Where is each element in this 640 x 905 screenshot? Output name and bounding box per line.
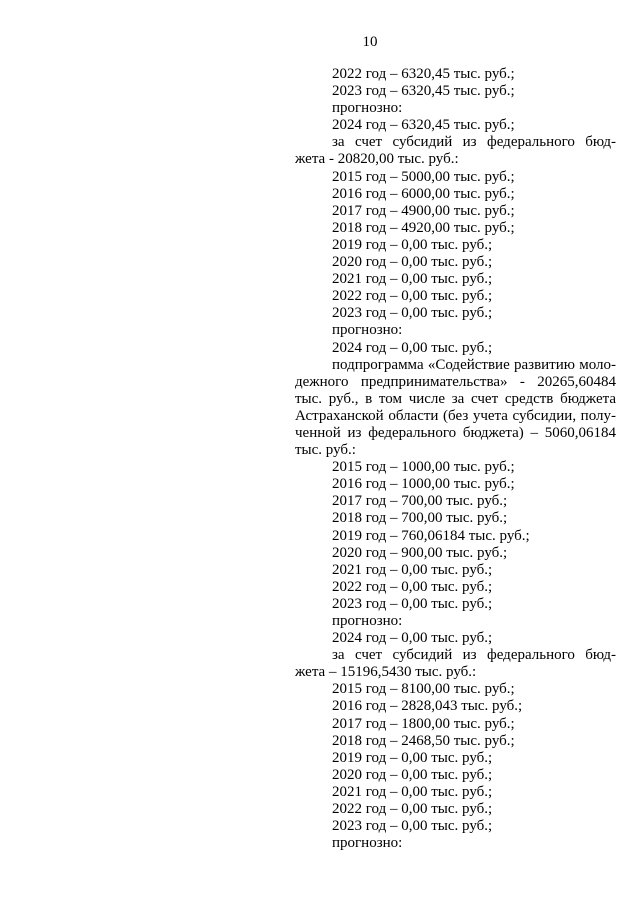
text-line: 2022 год – 0,00 тыс. руб.; xyxy=(332,578,493,595)
text-line: 2021 год – 0,00 тыс. руб.; xyxy=(332,271,493,288)
text-line: 2018 год – 700,00 тыс. руб.; xyxy=(332,510,508,527)
text-line: жета – 15196,5430 тыс. руб.: xyxy=(295,664,477,681)
text-line: 2018 год – 4920,00 тыс. руб.; xyxy=(332,219,515,236)
text-line: 2019 год – 760,06184 тыс. руб.; xyxy=(332,527,530,544)
text-line: 2020 год – 900,00 тыс. руб.; xyxy=(332,544,508,561)
text-line: за счет субсидий из федерального бюд- xyxy=(332,134,616,151)
text-line: 2020 год – 0,00 тыс. руб.; xyxy=(332,766,493,783)
text-line: 2023 год – 0,00 тыс. руб.; xyxy=(332,818,493,835)
text-line: 2019 год – 0,00 тыс. руб.; xyxy=(332,236,493,253)
text-line: 2017 год – 4900,00 тыс. руб.; xyxy=(332,202,515,219)
page-number: 10 xyxy=(362,34,378,50)
text-line: 2021 год – 0,00 тыс. руб.; xyxy=(332,783,493,800)
text-line: прогнозно: xyxy=(332,100,403,117)
text-line: 2015 год – 5000,00 тыс. руб.; xyxy=(332,168,515,185)
text-line: ченной из федерального бюджета) – 5060,06184 xyxy=(295,424,616,441)
text-line: 2021 год – 0,00 тыс. руб.; xyxy=(332,561,493,578)
text-line: тыс. руб., в том числе за счет средств бюджета xyxy=(295,390,616,407)
text-line: 2015 год – 8100,00 тыс. руб.; xyxy=(332,681,515,698)
text-line: 2024 год – 0,00 тыс. руб.; xyxy=(332,630,493,647)
text-line: 2016 год – 1000,00 тыс. руб.; xyxy=(332,476,515,493)
text-line: подпрограмма «Содействие развитию моло- xyxy=(332,356,616,373)
text-line: прогнозно: xyxy=(332,835,403,852)
text-line: прогнозно: xyxy=(332,322,403,339)
document-body xyxy=(295,66,616,852)
text-line: прогнозно: xyxy=(332,613,403,629)
text-line: 2024 год – 6320,45 тыс. руб.; xyxy=(332,117,515,134)
text-line: 2020 год – 0,00 тыс. руб.; xyxy=(332,254,493,271)
text-line: дежного предпринимательства» - 20265,60484 xyxy=(295,373,616,390)
text-line: 2022 год – 0,00 тыс. руб.; xyxy=(332,801,493,818)
text-line: 2022 год – 0,00 тыс. руб.; xyxy=(332,288,493,305)
text-line: 2019 год – 0,00 тыс. руб.; xyxy=(332,749,493,766)
text-line: 2016 год – 6000,00 тыс. руб.; xyxy=(332,185,515,202)
text-line: 2023 год – 0,00 тыс. руб.; xyxy=(332,595,493,612)
text-line: жета - 20820,00 тыс. руб.: xyxy=(295,151,459,168)
text-line: 2016 год – 2828,043 тыс. руб.; xyxy=(332,698,523,715)
text-line: 2023 год – 6320,45 тыс. руб.; xyxy=(332,83,515,100)
text-line: тыс. руб.: xyxy=(295,442,356,459)
text-line: 2022 год – 6320,45 тыс. руб.; xyxy=(332,66,515,82)
text-line: 2015 год – 1000,00 тыс. руб.; xyxy=(332,459,515,476)
text-line: 2017 год – 1800,00 тыс. руб.; xyxy=(332,715,515,732)
text-line: 2017 год – 700,00 тыс. руб.; xyxy=(332,493,508,510)
text-line: за счет субсидий из федерального бюд- xyxy=(332,647,616,664)
text-line: 2024 год – 0,00 тыс. руб.; xyxy=(332,339,493,356)
text-line: 2018 год – 2468,50 тыс. руб.; xyxy=(332,732,515,749)
text-line: Астраханской области (без учета субсидии, полу- xyxy=(295,407,616,424)
text-line: 2023 год – 0,00 тыс. руб.; xyxy=(332,305,493,322)
